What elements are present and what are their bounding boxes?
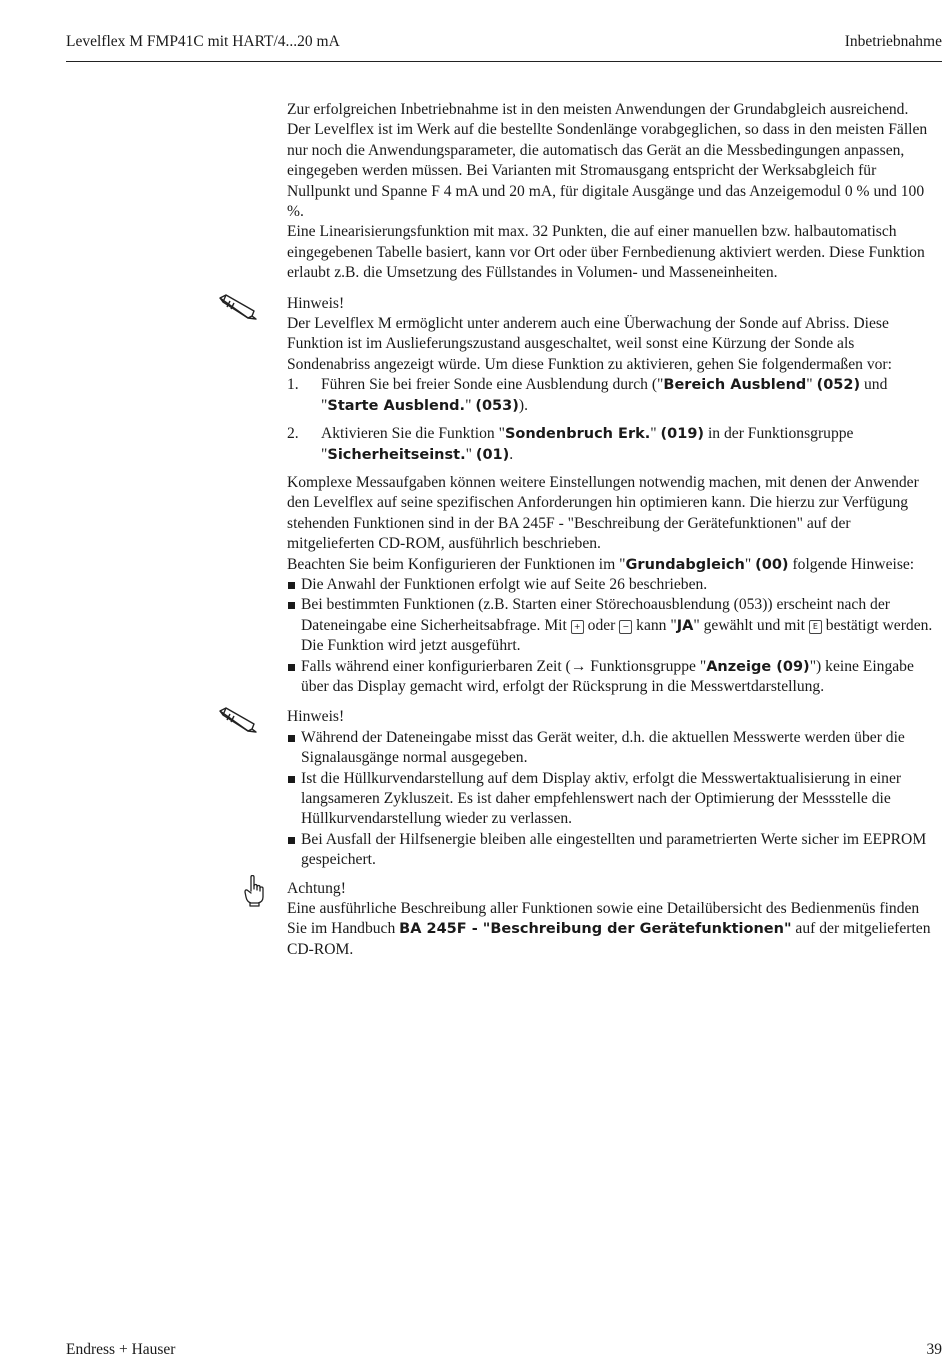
text-span: oder	[583, 616, 620, 634]
pencil-icon	[217, 707, 257, 739]
text-span: kann "	[632, 616, 677, 634]
step-text: "	[465, 396, 476, 414]
function-group-code: (01)	[475, 446, 510, 463]
function-code: (053)	[475, 397, 519, 414]
text-span: Eine ausführliche Beschreibung aller Funktionen sowie eine Detailübersicht des Bedienmenüs finden Sie im Handbuch	[287, 900, 920, 938]
step-text: in der Funktionsgruppe "	[321, 425, 854, 463]
list-item: Ist die Hüllkurvendarstellung auf dem Display aktiv, erfolgt die Messwertaktualisierung in einer langsameren Zykluszeit. Es ist daher empfehlenswert nach der Optimierung der Messstelle die Hüllkurvendarstellung wieder zu verlassen.	[287, 769, 939, 830]
list-item: Die Anwahl der Funktionen erfolgt wie auf Seite 26 beschrieben.	[287, 575, 939, 595]
function-group-name: Sicherheitseinst.	[327, 446, 466, 463]
note-1-title: Hinweis!	[287, 294, 345, 312]
note-block-2	[287, 707, 939, 870]
list-item	[287, 657, 939, 698]
complex-paragraph-2	[287, 555, 939, 575]
step-number: 2.	[287, 425, 299, 443]
note-2-bullet-list	[287, 728, 939, 871]
manual-reference: BA 245F - "Beschreibung der Gerätefunktionen"	[399, 921, 792, 938]
function-group-name: Anzeige (09)	[706, 658, 810, 675]
function-name: Starte Ausblend.	[327, 397, 466, 414]
minus-key-icon: −	[619, 620, 632, 634]
text-span: " gewählt und mit	[693, 616, 809, 634]
text-span: Bei bestimmten Funktionen (z.B. Starten einer Störechoausblendung (053)) erscheint nach der Dateneingabe eine Sicherheitsabfrage. Mit	[301, 596, 890, 634]
note-block-1	[287, 294, 939, 465]
step-text: ).	[518, 396, 528, 414]
text-span: Falls während einer konfigurierbaren Zeit (→ Funktionsgruppe "	[301, 657, 707, 675]
list-item: Bei Ausfall der Hilfsenergie bleiben alle eingestellten und parametrierten Werte sicher im EEPROM gespeichert.	[287, 830, 939, 871]
intro-paragraph-3: Eine Linearisierungsfunktion mit max. 32 Punkten, die auf einer manuellen bzw. halbautomatisch eingegebenen Tabelle basiert, kann vor Ort oder über Fernbedienung aktiviert werden. Diese Funktion erlaubt z.B. die Umsetzung des Füllstandes in Volumen- und Masseneinheiten.	[287, 223, 925, 282]
caution-title: Achtung!	[287, 879, 346, 897]
complex-bullet-list	[287, 575, 939, 697]
step-text: "	[465, 445, 476, 463]
pencil-icon	[217, 294, 257, 326]
option-name: JA	[676, 617, 694, 634]
caution-text	[287, 899, 939, 960]
complex-paragraph-1: Komplexe Messaufgaben können weitere Einstellungen notwendig machen, mit denen der Anwender den Levelflex auf seine spezifischen Anforderungen hin optimieren kann. Die hierzu zur Verfügung stehenden Funktionen sind in der BA 245F - "Beschreibung der Gerätefunktionen" auf der mitgelieferten CD-ROM, ausführlich beschrieben.	[287, 473, 919, 553]
step-text: "	[650, 425, 661, 443]
header-document-title: Levelflex M FMP41C mit HART/4...20 mA	[66, 33, 340, 50]
list-item	[287, 595, 939, 656]
function-code: (019)	[660, 426, 705, 443]
note-2-title: Hinweis!	[287, 708, 345, 726]
text-span: bestätigt werden. Die Funktion wird jetzt ausgeführt.	[301, 616, 933, 655]
step-text: "	[806, 376, 817, 394]
intro-paragraph-2: Der Levelflex ist im Werk auf die bestellte Sondenlänge vorabgeglichen, so dass in den meisten Fällen nur noch die Anwendungsparameter, die automatisch das Gerät an die Messbedingungen anpassen, eingegeben werden müssen. Bei Varianten mit Stromausgang entspricht der Werksabgleich für Nullpunkt und Spanne F 4 mA und 20 mA, für digitale Ausgänge und das Anzeigemodul 0 % und 100 %.	[287, 121, 928, 221]
text-span: "	[744, 555, 756, 573]
text-span: auf der mitgelieferten CD-ROM.	[287, 920, 931, 958]
note-1-text: Der Levelflex M ermöglicht unter anderem auch eine Überwachung der Sonde auf Abriss. Diese Funktion ist im Auslieferungszustand ausgeschaltet, weil sonst eine Kürzung der Sonde als Sondenabriss angezeigt würde. Um diese Funktion zu aktivieren, gehen Sie folgendermaßen vor:	[287, 315, 892, 373]
function-code: (052)	[816, 377, 861, 394]
text-span: folgende Hinweise:	[788, 555, 915, 573]
plus-key-icon: +	[571, 620, 584, 634]
intro-paragraph-1: Zur erfolgreichen Inbetriebnahme ist in den meisten Anwendungen der Grundabgleich ausreichend.	[287, 101, 909, 118]
page-header	[66, 33, 942, 62]
list-item: Während der Dateneingabe misst das Gerät weiter, d.h. die aktuellen Messwerte werden über die Signalausgänge normal ausgegeben.	[287, 728, 939, 769]
step-text: und "	[321, 376, 888, 414]
step-text: Aktivieren Sie die Funktion "	[321, 425, 505, 443]
enter-key-icon: E	[809, 620, 822, 634]
function-group-code: (00)	[755, 556, 789, 573]
text-span: Beachten Sie beim Konfigurieren der Funktionen im "	[287, 555, 626, 573]
function-name: Sondenbruch Erk.	[504, 426, 651, 443]
function-name: Bereich Ausblend	[663, 377, 807, 394]
page-number: 39	[926, 1341, 942, 1358]
step-item-2	[287, 424, 939, 465]
page-content	[287, 100, 939, 960]
footer-company: Endress + Hauser	[66, 1341, 176, 1358]
step-text: .	[509, 445, 514, 463]
header-section-title: Inbetriebnahme	[844, 33, 942, 50]
step-item-1	[287, 375, 939, 416]
text-span: ") keine Eingabe über das Display gemacht wird, erfolgt der Rücksprung in die Messwertdarstellung.	[301, 657, 914, 695]
step-number: 1.	[287, 376, 299, 394]
function-group-name: Grundabgleich	[625, 556, 745, 573]
pointing-hand-icon	[243, 875, 265, 913]
step-text: Führen Sie bei freier Sonde eine Ausblendung durch ("	[321, 376, 664, 394]
note-1-steps	[287, 375, 939, 465]
caution-block	[287, 879, 939, 961]
